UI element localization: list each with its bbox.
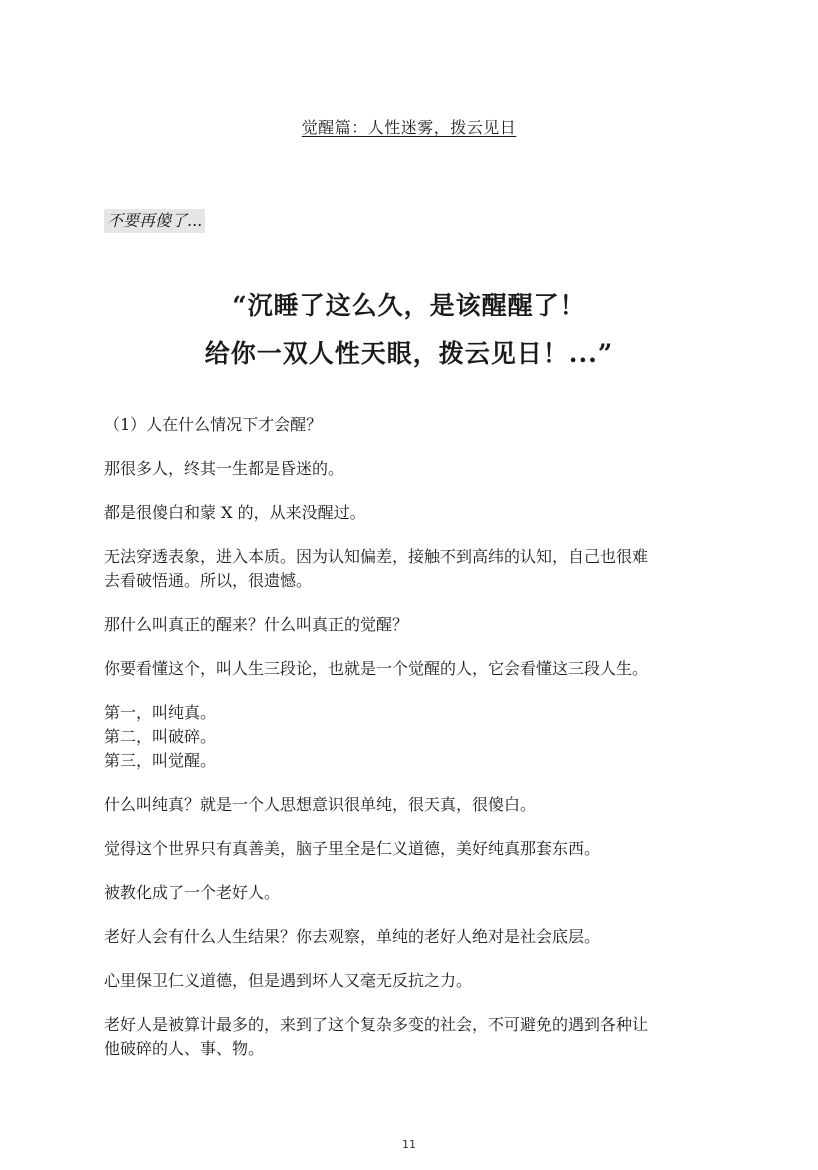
paragraph: 老好人会有什么人生结果？你去观察，单纯的老好人绝对是社会底层。 [104,927,601,946]
paragraph: 觉得这个世界只有真善美，脑子里全是仁义道德，美好纯真那套东西。 [104,839,601,858]
quote-line-1: “沉睡了这么久，是该醒醒了！ [232,291,586,320]
body-text [104,413,704,1081]
paragraph: 什么叫纯真？就是一个人思想意识很单纯，很天真，很傻白。 [104,795,537,814]
pull-quote [0,282,818,378]
paragraph: 被教化成了一个老好人。 [104,883,281,902]
paragraph: 心里保卫仁义道德，但是遇到坏人又毫无反抗之力。 [104,971,473,990]
paragraph-question: （1）人在什么情况下才会醒？ [104,415,323,434]
chapter-title-text: 觉醒篇：人性迷雾，拨云见日 [301,118,517,137]
intro-highlight: 不要再傻了... [104,209,205,233]
paragraph [104,545,704,593]
paragraph-line: 去看破悟通。所以，很遗憾。 [104,571,313,590]
paragraph-line: 他破碎的人、事、物。 [104,1039,265,1058]
paragraph [104,1013,704,1061]
paragraph: 那什么叫真正的醒来？什么叫真正的觉醒？ [104,615,409,634]
page-number: 11 [402,1138,416,1151]
list-item: 第三，叫觉醒。 [104,751,217,770]
paragraph-line: 无法穿透表象，进入本质。因为认知偏差，接触不到高纬的认知，自己也很难 [104,547,649,566]
paragraph-line: 老好人是被算计最多的，来到了这个复杂多变的社会，不可避免的遇到各种让 [104,1015,649,1034]
list-item: 第二，叫破碎。 [104,727,217,746]
paragraph: 那很多人，终其一生都是昏迷的。 [104,459,345,478]
paragraph: 都是很傻白和蒙 X 的，从来没醒过。 [104,503,366,522]
numbered-list [104,701,704,773]
paragraph: 你要看懂这个，叫人生三段论，也就是一个觉醒的人，它会看懂这三段人生。 [104,659,649,678]
chapter-title [0,117,818,139]
list-item: 第一，叫纯真。 [104,703,217,722]
quote-line-2: 给你一双人性天眼，拨云见日！...” [204,339,614,368]
